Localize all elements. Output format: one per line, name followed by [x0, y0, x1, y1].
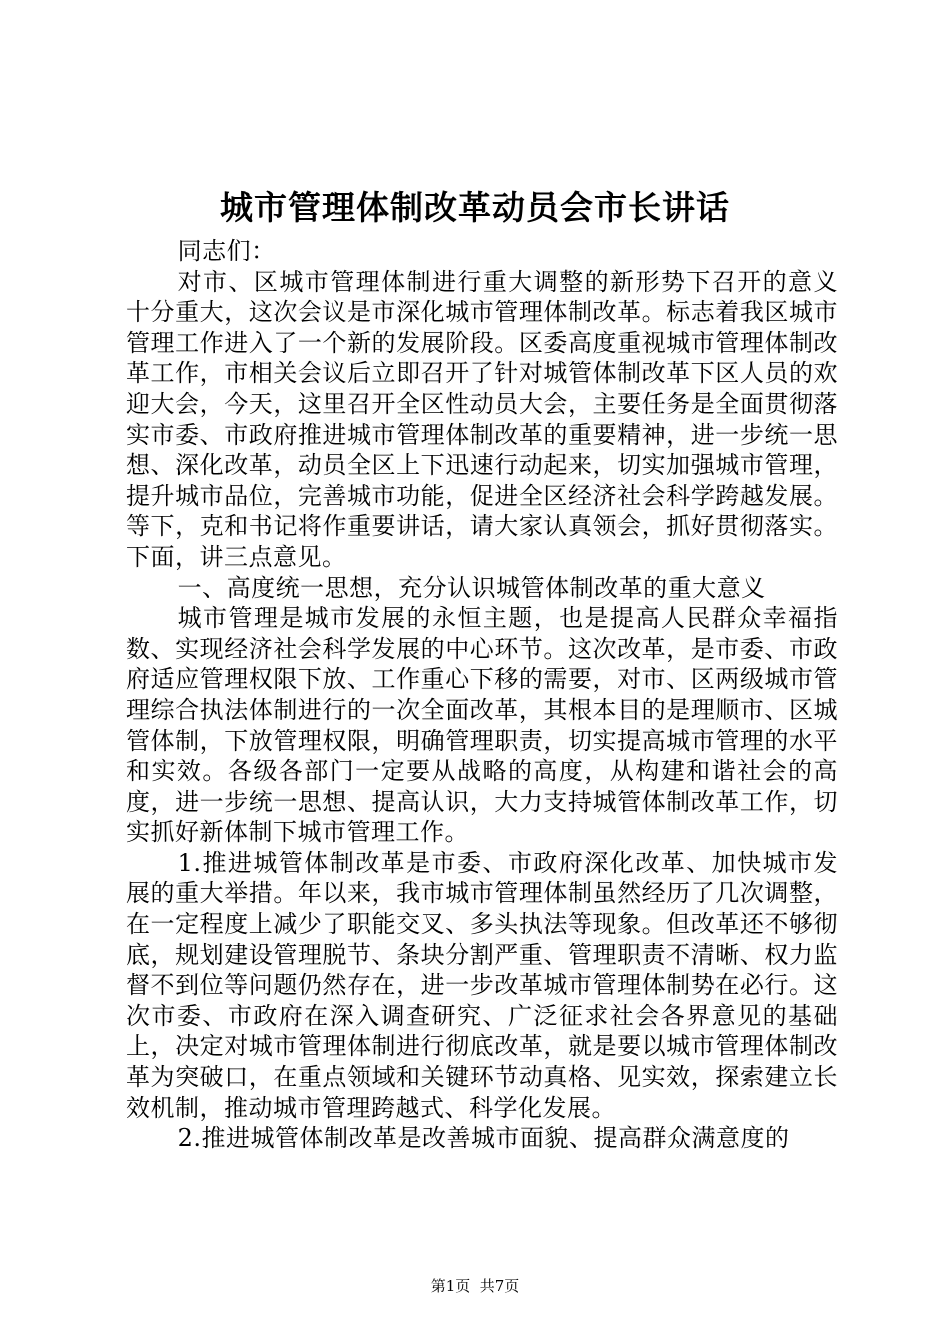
paragraph-point-1: 1.推进城管体制改革是市委、市政府深化改革、加快城市发展的重大举措。年以来，我市城市管理体制虽然经历了几次调整，在一定程度上减少了职能交叉、多头执法等现象。但改革还不够彻底，规划建设管理脱节、条块分割严重、管理职责不清晰、权力监督不到位等问题仍然存在，进一步改革城市管理体制势在必行。这次市委、市政府在深入调查研究、广泛征求社会各界意见的基础上，决定对城市管理体制进行彻底改革，就是要以城市管理体制改革为突破口，在重点领域和关键环节动真格、见实效，探索建立长效机制，推动城市管理跨越式、科学化发展。 [126, 848, 838, 1122]
document-title: 城市管理体制改革动员会市长讲话 [220, 188, 730, 227]
page-footer [0, 1276, 950, 1296]
page-number: 第1页 共7页 [430, 1277, 520, 1295]
paragraph-intro: 对市、区城市管理体制进行重大调整的新形势下召开的意义十分重大，这次会议是市深化城市管理体制改革。标志着我区城市管理工作进入了一个新的发展阶段。区委高度重视城市管理体制改革工作，市相关会议后立即召开了针对城管体制改革下区人员的欢迎大会，今天，这里召开全区性动员大会，主要任务是全面贯彻落实市委、市政府推进城市管理体制改革的重要精神，进一步统一思想、深化改革，动员全区上下迅速行动起来，切实加强城市管理，提升城市品位，完善城市功能，促进全区经济社会科学跨越发展。等下，克和书记将作重要讲话，请大家认真领会，抓好贯彻落实。下面，讲三点意见。 [126, 267, 838, 571]
paragraph-point-2: 2.推进城管体制改革是改善城市面貌、提高群众满意度的 [177, 1124, 790, 1153]
document-body [126, 236, 838, 1154]
section-heading-1: 一、高度统一思想，充分认识城管体制改革的重大意义 [177, 573, 766, 602]
paragraph-section-1: 城市管理是城市发展的永恒主题，也是提高人民群众幸福指数、实现经济社会科学发展的中心环节。这次改革，是市委、市政府适应管理权限下放、工作重心下移的需要，对市、区两级城市管理综合执法体制进行的一次全面改革，其根本目的是理顺市、区城管体制，下放管理权限，明确管理职责，切实提高城市管理的水平和实效。各级各部门一定要从战略的高度，从构建和谐社会的高度，进一步统一思想、提高认识，大力支持城管体制改革工作，切实抓好新体制下城市管理工作。 [126, 604, 838, 847]
salutation: 同志们： [177, 237, 276, 265]
